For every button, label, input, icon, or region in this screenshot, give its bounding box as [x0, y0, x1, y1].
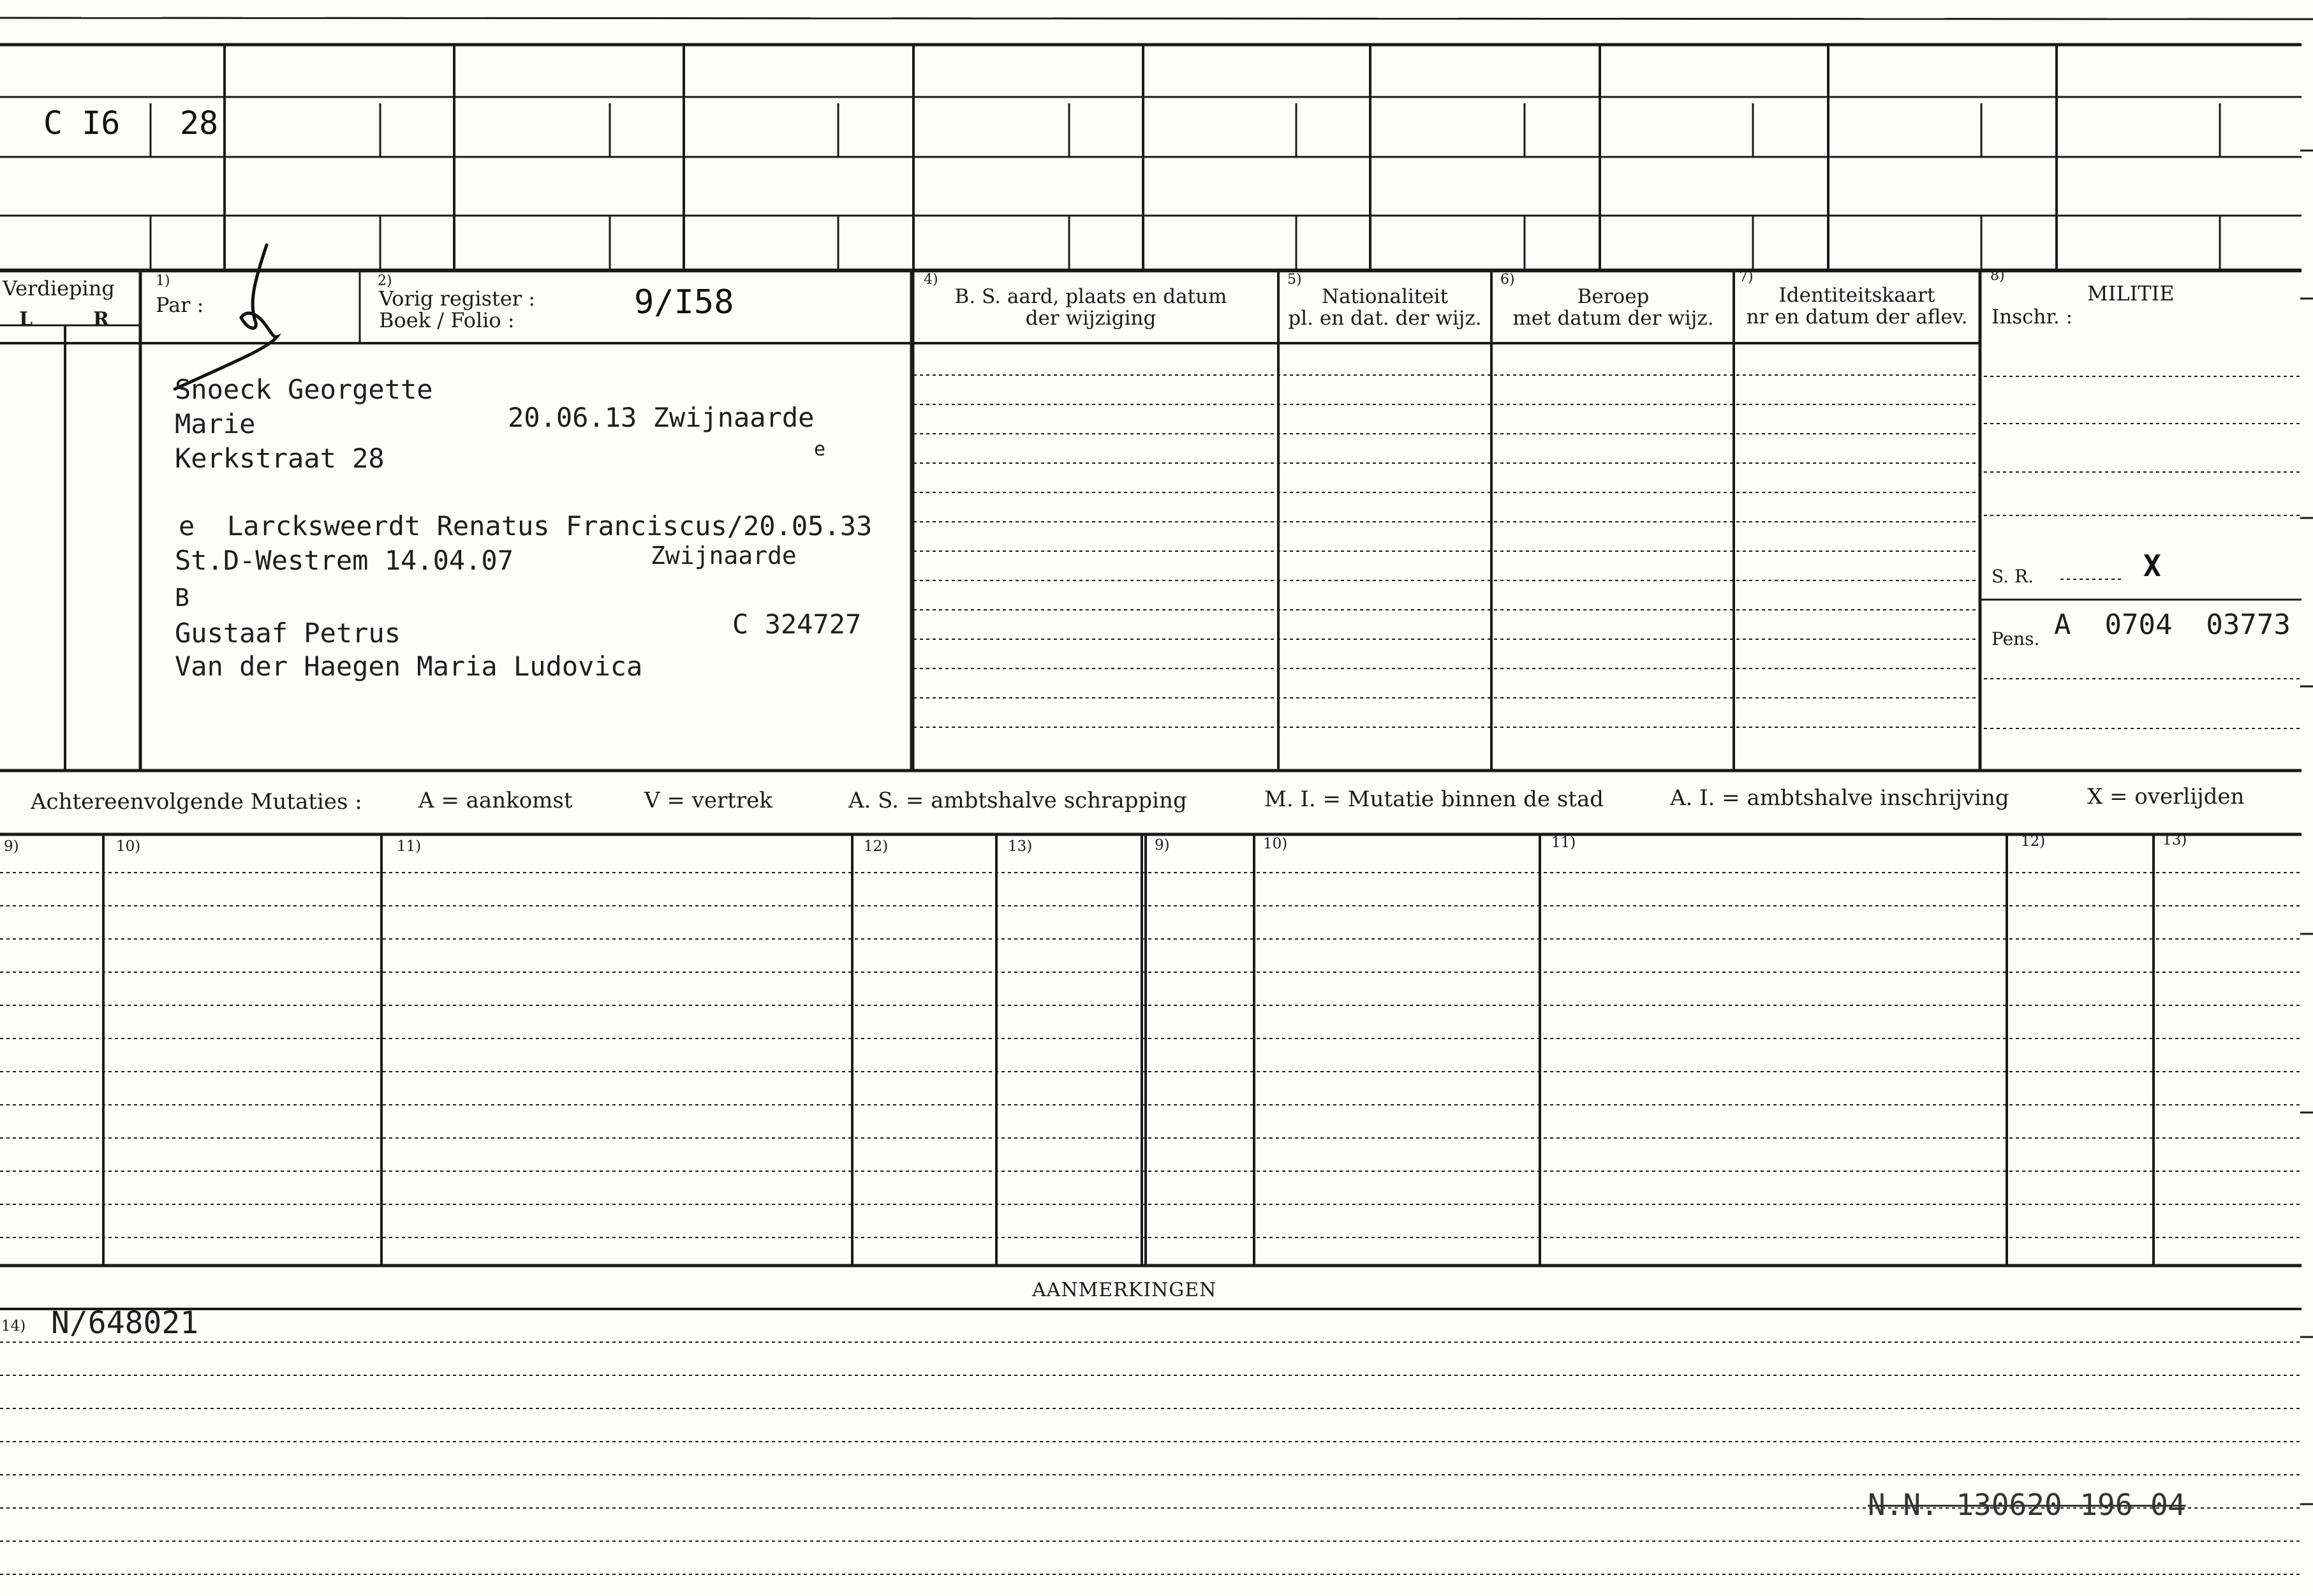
bs-header-line2: der wijziging	[1025, 307, 1156, 330]
par-handwritten-mark	[159, 241, 313, 394]
bs-header-line1: B. S. aard, plaats en datum	[954, 285, 1227, 308]
identiteitskaart-number: 7)	[1739, 269, 1754, 285]
identiteitskaart-header-line1: Identiteitskaart	[1778, 284, 1935, 307]
record-spouse-birth: St.D-Westrem 14.04.07	[175, 545, 514, 576]
pens-label: Pens.	[1992, 628, 2040, 649]
col-r-label: R	[93, 308, 109, 330]
militie-title: MILITIE	[2087, 281, 2175, 306]
sr-value: X	[2143, 549, 2161, 583]
mut-col-9-right: 9)	[1155, 837, 1170, 853]
mutatie-ambtshalve-schrapping: A. S. = ambtshalve schrapping	[848, 788, 1187, 813]
nationaliteit-number: 5)	[1287, 272, 1302, 288]
mut-col-12-left: 12)	[864, 838, 889, 855]
record-second-name: Marie	[175, 408, 256, 440]
record-birth-date-place: 20.06.13 Zwijnaarde	[508, 402, 815, 433]
mut-col-10-right: 10)	[1263, 836, 1288, 852]
national-number: N.N. 130620 196 04	[1868, 1488, 2186, 1522]
aanmerkingen-number: 14)	[1, 1318, 26, 1334]
aanmerkingen-value: N/648021	[51, 1305, 199, 1341]
beroep-header-line1: Beroep	[1577, 285, 1650, 308]
aanmerkingen-title: AANMERKINGEN	[1032, 1279, 1217, 1301]
register-code: C I6	[43, 105, 121, 142]
mutatie-overlijden: X = overlijden	[2087, 784, 2245, 809]
nationaliteit-header-line2: pl. en dat. der wijz.	[1288, 307, 1482, 330]
mut-col-13-right: 13)	[2162, 832, 2187, 848]
militie-number: 8)	[1990, 268, 2005, 284]
par-label: Par :	[156, 293, 204, 317]
verdieping-label: Verdieping	[3, 276, 115, 300]
record-name-line: Snoeck Georgette	[175, 374, 433, 405]
beroep-number: 6)	[1500, 272, 1515, 288]
record-address: Kerkstraat 28	[175, 443, 385, 474]
vorig-register-label: Vorig register :	[379, 286, 536, 311]
identiteitskaart-header-line2: nr en datum der aflev.	[1746, 306, 1968, 329]
record-father: Gustaaf Petrus	[175, 617, 401, 649]
mutatie-binnen-de-stad: M. I. = Mutatie binnen de stad	[1264, 787, 1604, 812]
mut-col-9-left: 9)	[4, 838, 19, 855]
house-number: 28	[180, 105, 219, 142]
top-edge-rule	[0, 18, 2313, 19]
mut-col-12-right: 12)	[2021, 833, 2046, 850]
mutatie-ambtshalve-inschrijving: A. I. = ambtshalve inschrijving	[1670, 785, 2009, 811]
record-b-marker: B	[175, 584, 189, 612]
record-spouse-line: e Larcksweerdt Renatus Franciscus/20.05.33	[179, 510, 873, 542]
record-id-code: C 324727	[732, 609, 862, 640]
beroep-header-line2: met datum der wijz.	[1512, 307, 1714, 330]
record-address-note: e	[814, 438, 826, 461]
mut-col-11-left: 11)	[397, 838, 422, 855]
mut-col-10-left: 10)	[116, 838, 141, 855]
par-number: 1)	[156, 273, 170, 289]
militie-inschr-label: Inschr. :	[1992, 306, 2073, 329]
bs-number: 4)	[924, 272, 938, 288]
record-spouse-place: Zwijnaarde	[651, 542, 797, 570]
nationaliteit-header-line1: Nationaliteit	[1321, 285, 1449, 308]
record-mother: Van der Haegen Maria Ludovica	[175, 651, 643, 682]
mutaties-label: Achtereenvolgende Mutaties :	[31, 789, 362, 815]
sr-label: S. R.	[1992, 566, 2034, 587]
mut-col-11-right: 11)	[1551, 834, 1576, 851]
pens-value: A 0704 03773	[2054, 609, 2291, 641]
vorig-register-number: 2)	[378, 273, 392, 289]
vorig-register-value: 9/I58	[634, 283, 734, 321]
boek-folio-label: Boek / Folio :	[379, 308, 515, 332]
mutatie-aankomst: A = aankomst	[418, 788, 573, 813]
mut-col-13-left: 13)	[1008, 838, 1033, 855]
mutatie-vertrek: V = vertrek	[644, 788, 772, 813]
col-l-label: L	[19, 308, 33, 330]
